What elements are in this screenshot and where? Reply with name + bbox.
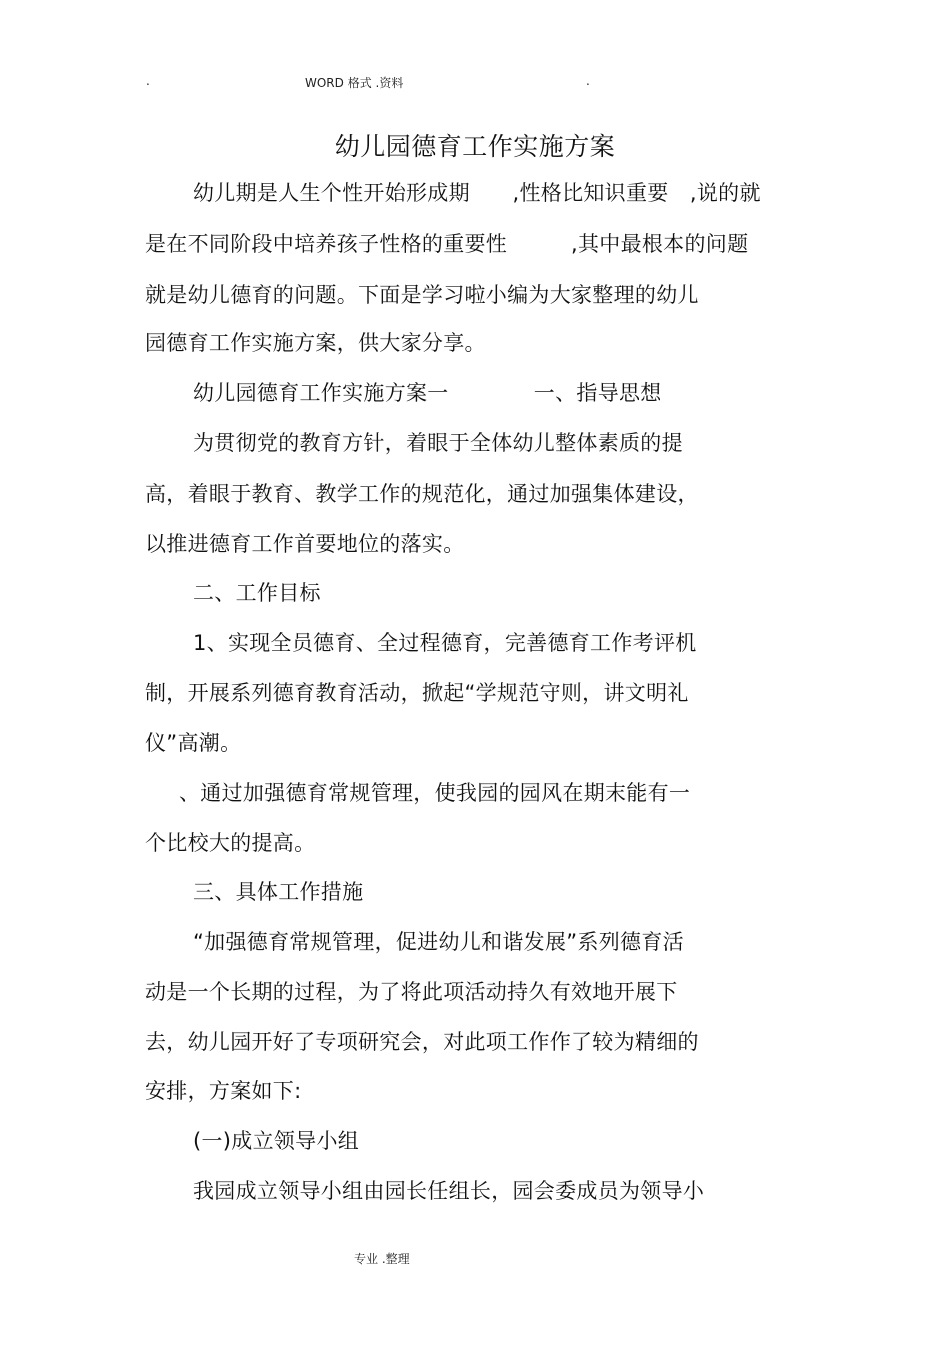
paragraph-line: 就是幼儿德育的问题。下面是学习啦小编为大家整理的幼儿 bbox=[145, 283, 699, 307]
paragraph-line: 以推进德育工作首要地位的落实。 bbox=[145, 532, 465, 556]
paragraph-line: 幼儿期是人生个性开始形成期 ,性格比知识重要 ,说的就 bbox=[193, 181, 761, 205]
section-heading: 三、具体工作措施 bbox=[193, 880, 364, 904]
header-text: WORD 格式 .资料 bbox=[305, 76, 404, 90]
paragraph-line: 动是一个长期的过程，为了将此项活动持久有效地开展下 bbox=[145, 980, 678, 1004]
paragraph-line: 、通过加强德育常规管理，使我园的园风在期末能有一 bbox=[179, 781, 691, 805]
paragraph-line: 为贯彻党的教育方针，着眼于全体幼儿整体素质的提 bbox=[193, 431, 683, 455]
section-heading: 二、工作目标 bbox=[193, 581, 321, 605]
paragraph-line: “加强德育常规管理，促进幼儿和谐发展”系列德育活 bbox=[193, 930, 684, 954]
paragraph-line: 安排，方案如下: bbox=[145, 1079, 302, 1103]
header-right-mark: . bbox=[586, 74, 590, 88]
paragraph-line: 仪”高潮。 bbox=[145, 731, 242, 755]
footer-text: 专业 .整理 bbox=[354, 1252, 410, 1266]
paragraph-line: 园德育工作实施方案，供大家分享。 bbox=[145, 331, 486, 355]
section-heading-line: 幼儿园德育工作实施方案一 一、指导思想 bbox=[193, 381, 662, 405]
paragraph-line: 去，幼儿园开好了专项研究会，对此项工作作了较为精细的 bbox=[145, 1030, 699, 1054]
paragraph-line: 高，着眼于教育、教学工作的规范化，通过加强集体建设， bbox=[145, 482, 699, 506]
paragraph-line: 个比校大的提高。 bbox=[145, 831, 316, 855]
document-title: 幼儿园德育工作实施方案 bbox=[334, 132, 616, 161]
paragraph-line: 1、实现全员德育、全过程德育，完善德育工作考评机 bbox=[193, 631, 697, 655]
paragraph-line: 是在不同阶段中培养孩子性格的重要性 ,其中最根本的问题 bbox=[145, 232, 749, 256]
paragraph-line: 制，开展系列德育教育活动，掀起“学规范守则，讲文明礼 bbox=[145, 681, 689, 705]
header-left-mark: . bbox=[146, 74, 150, 88]
paragraph-line: 我园成立领导小组由园长任组长，园会委成员为领导小 bbox=[193, 1179, 705, 1203]
subsection-heading: (一)成立领导小组 bbox=[193, 1129, 360, 1153]
